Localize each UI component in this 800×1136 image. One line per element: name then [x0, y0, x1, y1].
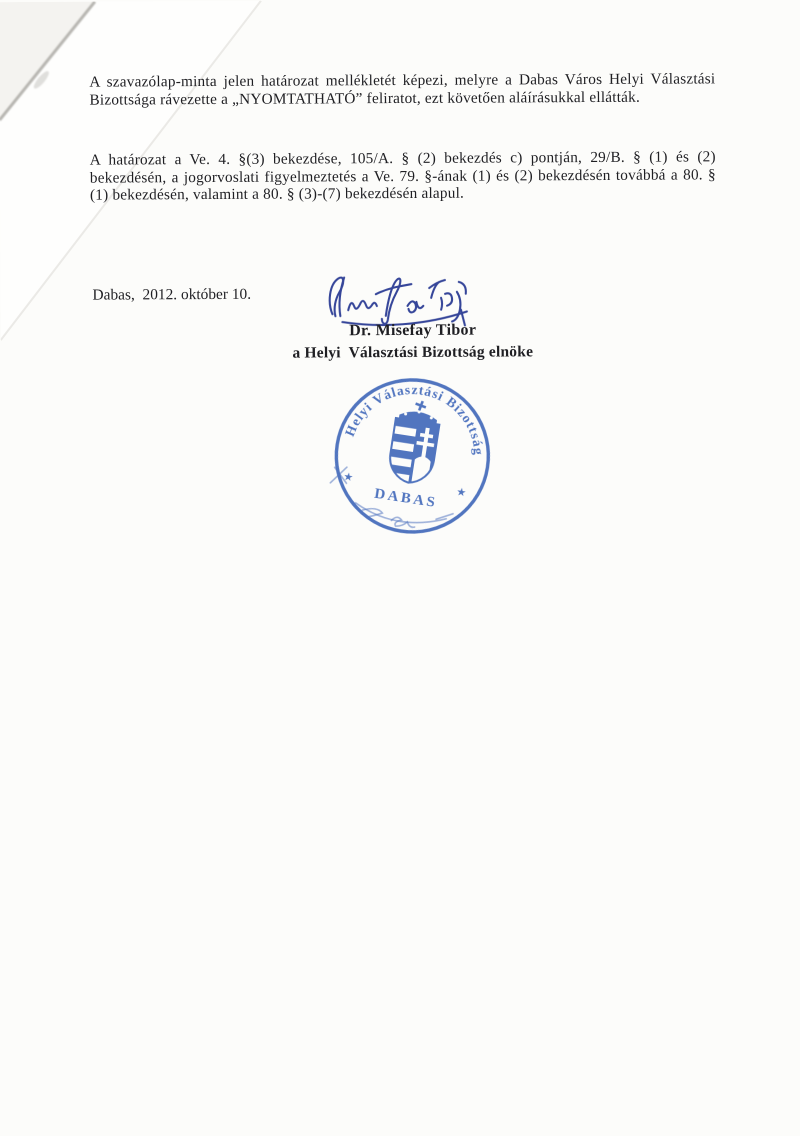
body-paragraph-2: A határozat a Ve. 4. §(3) bekezdése, 105/A. § (2) bekezdés c) pontján, 29/B. § (1) és (2) bekezdésén, a jogorvoslati figyelmeztetés a Ve. 79. §-ának (1) és (2) bekezdésén továbbá a 80. § (1) bekezdésén, valamint a 80. § (3)-(7) bekezdésén alapul.: [89, 148, 716, 205]
signatory-name: Dr. Misefay Tibor: [349, 321, 477, 340]
body-paragraph-1: A szavazólap-minta jelen határozat mellékletét képezi, melyre a Dabas Város Helyi Választási Bizottsága rávezette a „NYOMTATHATÓ” feliratot, ezt követően aláírásukkal ellátták.: [89, 70, 716, 109]
stamp-city-text: DABAS: [373, 485, 439, 512]
star-icon: ★: [455, 485, 468, 500]
signatory-title: a Helyi Választási Bizottság elnöke: [292, 343, 534, 362]
stamp-ring-text: Helyi Választási Bizottság: [341, 381, 487, 457]
official-round-stamp: [315, 359, 509, 553]
star-icon: ★: [342, 469, 355, 485]
dateline: Dabas, 2012. október 10.: [92, 285, 252, 304]
hungarian-coat-of-arms-icon: [387, 396, 443, 486]
